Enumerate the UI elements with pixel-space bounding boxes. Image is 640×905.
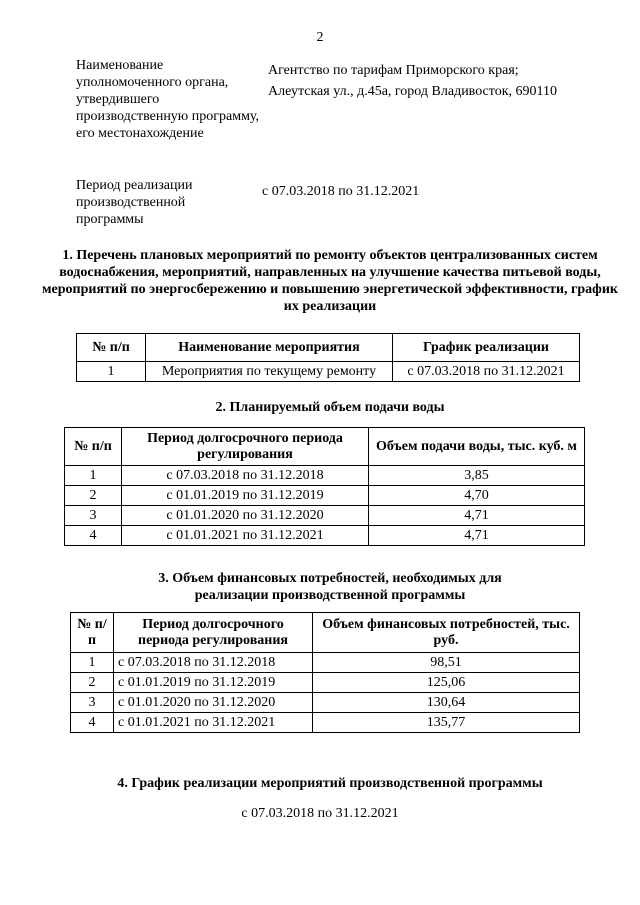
period-label: Период реализации производственной программы <box>76 178 193 227</box>
s2-cell: с 07.03.2018 по 31.12.2018 <box>122 466 369 486</box>
s2-cell: 3,85 <box>369 466 585 486</box>
s3-cell: 125,06 <box>313 673 580 693</box>
s2-cell: с 01.01.2019 по 31.12.2019 <box>122 486 369 506</box>
table-row <box>71 653 580 673</box>
s2-header-period: Период долгосрочного периода регулирования <box>122 428 369 466</box>
table-row <box>77 362 580 382</box>
page-number: 2 <box>316 30 324 45</box>
s2-cell: 1 <box>65 466 122 486</box>
table-row <box>71 693 580 713</box>
s2-cell: 4,71 <box>369 526 585 546</box>
s1-header-schedule: График реализации <box>393 334 580 362</box>
table-row <box>65 526 585 546</box>
s2-cell: 4 <box>65 526 122 546</box>
table-row <box>65 466 585 486</box>
s3-cell: с 07.03.2018 по 31.12.2018 <box>114 653 313 673</box>
s2-header-num: № п/п <box>65 428 122 466</box>
s3-cell: с 01.01.2019 по 31.12.2019 <box>114 673 313 693</box>
s3-cell: 135,77 <box>313 713 580 733</box>
section3-table <box>70 612 580 733</box>
s3-cell: 1 <box>71 653 114 673</box>
section2-title: 2. Планируемый объем подачи воды <box>215 400 445 415</box>
s2-cell: с 01.01.2021 по 31.12.2021 <box>122 526 369 546</box>
s1-header-num: № п/п <box>77 334 146 362</box>
s3-cell: 4 <box>71 713 114 733</box>
s2-cell: 2 <box>65 486 122 506</box>
s2-cell: 4,71 <box>369 506 585 526</box>
s3-cell: с 01.01.2020 по 31.12.2020 <box>114 693 313 713</box>
s3-header-period: Период долгосрочного периода регулирования <box>114 613 313 653</box>
section4-title: 4. График реализации мероприятий производственной программы <box>117 776 543 791</box>
table-row <box>71 713 580 733</box>
s2-cell: 3 <box>65 506 122 526</box>
period-value: с 07.03.2018 по 31.12.2021 <box>262 184 420 199</box>
s3-header-num: № п/п <box>71 613 114 653</box>
authority-value-line1: Агентство по тарифам Приморского края; <box>268 63 519 78</box>
s3-cell: с 01.01.2021 по 31.12.2021 <box>114 713 313 733</box>
section1-table <box>76 333 580 382</box>
s1-cell: с 07.03.2018 по 31.12.2021 <box>393 362 580 382</box>
s3-cell: 2 <box>71 673 114 693</box>
s3-cell: 130,64 <box>313 693 580 713</box>
s2-cell: с 01.01.2020 по 31.12.2020 <box>122 506 369 526</box>
section4-period: с 07.03.2018 по 31.12.2021 <box>241 806 399 821</box>
section1-title: 1. Перечень плановых мероприятий по ремонту объектов централизованных систем водоснабжения, мероприятий, направленных на улучшение качества питьевой воды, мероприятий по энергосбережению и повышению энергетической эффективности, график их реализации <box>42 248 618 314</box>
authority-value-line2: Алеутская ул., д.45а, город Владивосток, 690110 <box>268 84 557 99</box>
table-row <box>71 673 580 693</box>
s3-cell: 3 <box>71 693 114 713</box>
authority-label: Наименование уполномоченного органа, утвердившего производственную программу, его местонахождение <box>76 58 260 141</box>
s3-header-finance: Объем финансовых потребностей, тыс. руб. <box>313 613 580 653</box>
s1-header-name: Наименование мероприятия <box>146 334 393 362</box>
table-row <box>65 486 585 506</box>
s2-header-volume: Объем подачи воды, тыс. куб. м <box>369 428 585 466</box>
s2-cell: 4,70 <box>369 486 585 506</box>
section2-table <box>64 427 585 546</box>
s1-cell: 1 <box>77 362 146 382</box>
s1-cell: Мероприятия по текущему ремонту <box>146 362 393 382</box>
table-row <box>65 506 585 526</box>
section3-title: 3. Объем финансовых потребностей, необходимых для реализации производственной программы <box>158 571 502 603</box>
s3-cell: 98,51 <box>313 653 580 673</box>
